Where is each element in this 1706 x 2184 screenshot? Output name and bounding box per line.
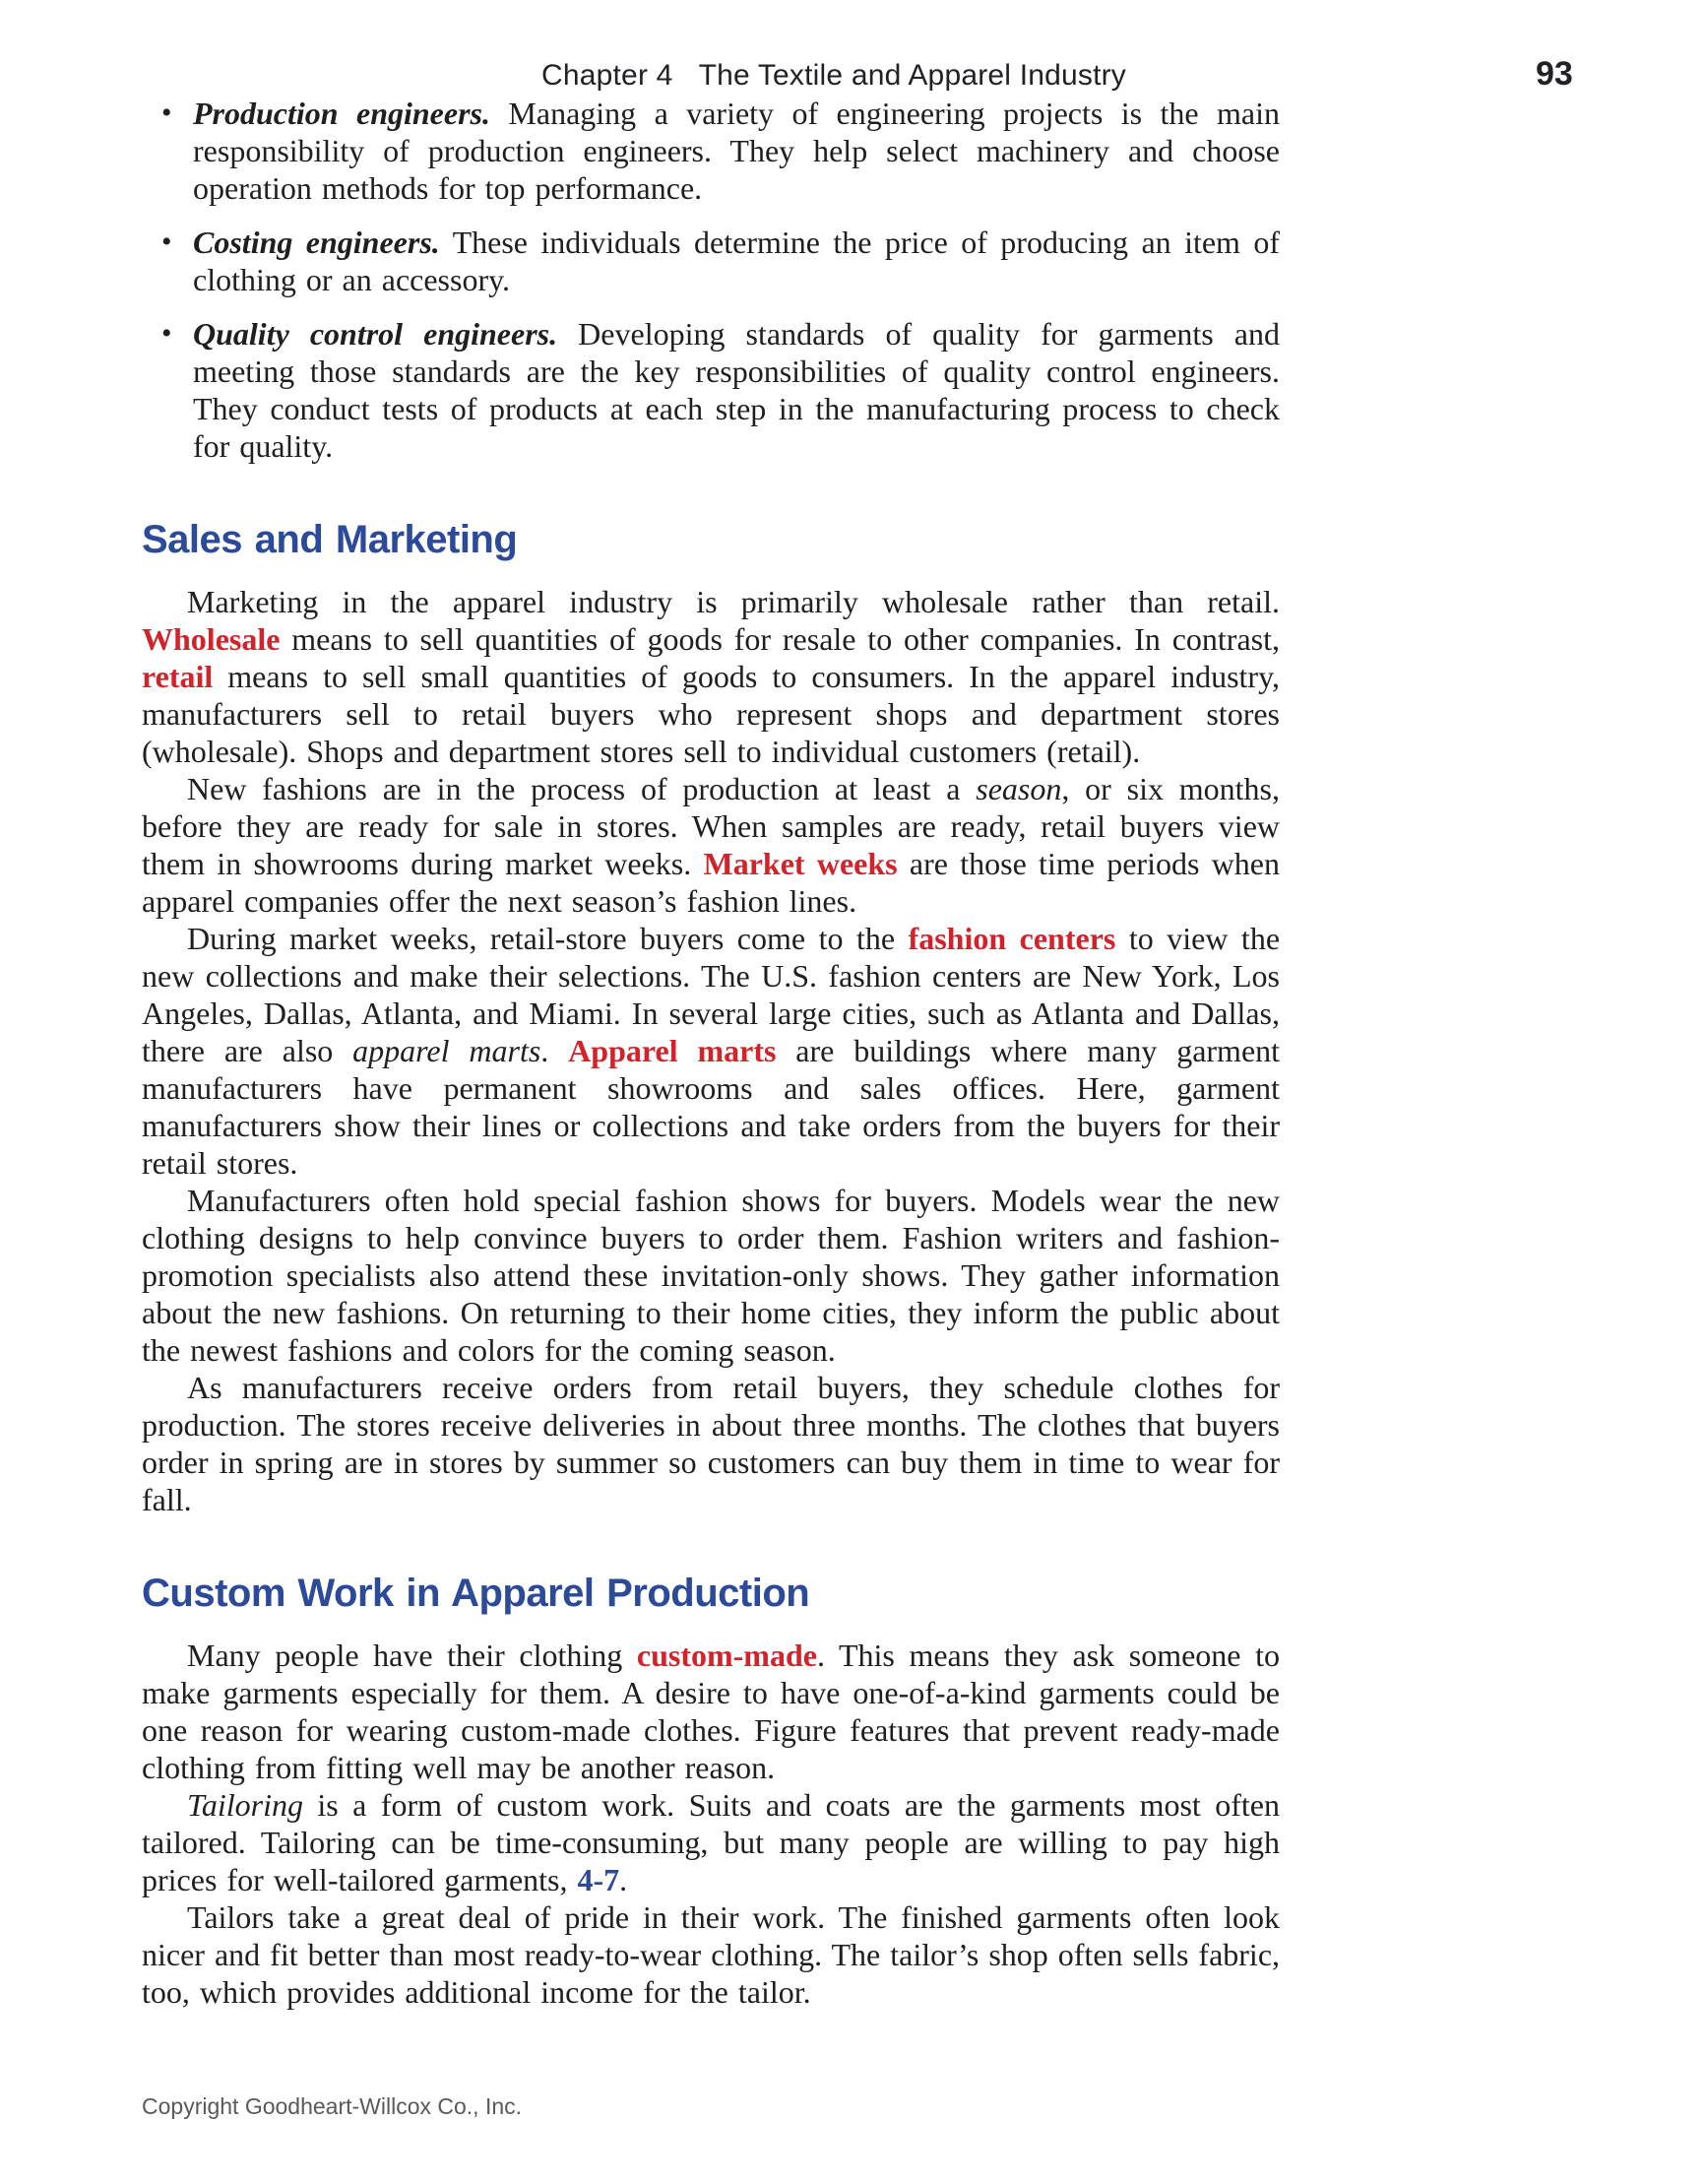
paragraph bbox=[142, 770, 1280, 920]
copyright-notice: Copyright Goodheart-Willcox Co., Inc. bbox=[142, 2093, 523, 2119]
key-term: Market weeks bbox=[703, 846, 898, 881]
running-head-title bbox=[541, 59, 1126, 93]
list-item-text bbox=[193, 95, 1280, 207]
list-item-text bbox=[193, 224, 1280, 298]
bullet-icon: • bbox=[161, 96, 172, 129]
body-text: are buildings where many garment manufacturers have permanent showrooms and sales offices. Here, garment manufacturers show their lines or collections and take orders from the buyers for their retail stores. bbox=[142, 1033, 1281, 1181]
paragraph bbox=[142, 1786, 1280, 1898]
body-text: , or six months, before they are ready for sale in stores. When samples are ready, retail buyers view them in showrooms during market weeks. bbox=[142, 771, 1281, 881]
body-text: New fashions are in the process of production at least a bbox=[187, 771, 977, 806]
key-term: fashion centers bbox=[908, 921, 1116, 956]
key-term: Apparel marts bbox=[568, 1033, 777, 1068]
body-text: means to sell quantities of goods for resale to other companies. In contrast, bbox=[280, 621, 1280, 657]
paragraph bbox=[142, 1182, 1280, 1369]
page-number: 93 bbox=[1536, 55, 1573, 93]
section-heading: Custom Work in Apparel Production bbox=[142, 1572, 810, 1615]
body-text: Many people have their clothing bbox=[187, 1638, 637, 1673]
body-text: Managing a variety of engineering projects is the main responsibility of production engineers. They help select machinery and choose operation methods for top performance. bbox=[193, 96, 1281, 206]
body-text: is a form of custom work. Suits and coats are the garments most often tailored. Tailoring can be time-consuming, but many people are willing to pay high prices for well-tailored garments, bbox=[142, 1787, 1280, 1897]
paragraph bbox=[142, 1369, 1280, 1518]
list-item bbox=[142, 95, 1280, 207]
paragraph bbox=[142, 920, 1280, 1182]
chapter-number-label: Chapter 4 bbox=[541, 59, 673, 92]
body-text: means to sell small quantities of goods to consumers. In the apparel industry, manufacturers sell to retail buyers who represent shops and department stores (wholesale). Shops and department stores sell to individual customers (retail). bbox=[142, 659, 1280, 769]
section-heading: Sales and Marketing bbox=[142, 518, 518, 561]
term-lead: Costing engineers. bbox=[193, 225, 440, 260]
body-text: . bbox=[619, 1862, 628, 1897]
chapter-title-label: The Textile and Apparel Industry bbox=[698, 59, 1127, 92]
italic-term: Tailoring bbox=[187, 1787, 303, 1823]
list-item bbox=[142, 315, 1280, 465]
italic-term: apparel marts bbox=[352, 1033, 541, 1068]
content-column bbox=[142, 95, 1280, 2011]
body-text: . bbox=[540, 1033, 569, 1068]
paragraph bbox=[142, 1898, 1280, 2011]
key-term: custom-made bbox=[636, 1638, 817, 1673]
body-text: Manufacturers often hold special fashion shows for buyers. Models wear the new clothing designs to help convince buyers to order them. Fashion writers and fashion-promotion specialists also attend these invitation-only shows. They gather information about the new fashions. On returning to their home cities, they inform the public about the newest fashions and colors for the coming season. bbox=[142, 1183, 1280, 1368]
body-text: Developing standards of quality for garments and meeting those standards are the key responsibilities of quality control engineers. They conduct tests of products at each step in the manufacturing process to check for quality. bbox=[193, 316, 1281, 464]
body-text: to view the new collections and make their selections. The U.S. fashion centers are New York, Los Angeles, Dallas, Atlanta, and Miami. In several large cities, such as Atlanta and Dallas, there are also bbox=[142, 921, 1281, 1068]
key-term: retail bbox=[142, 659, 214, 694]
term-lead: Production engineers. bbox=[193, 96, 490, 131]
body-text: During market weeks, retail-store buyers come to the bbox=[187, 921, 909, 956]
key-term: Wholesale bbox=[142, 621, 281, 657]
body-text: These individuals determine the price of producing an item of clothing or an accessory. bbox=[193, 225, 1281, 297]
figure-reference: 4-7 bbox=[577, 1862, 620, 1897]
page-header bbox=[0, 55, 1706, 98]
list-item bbox=[142, 224, 1280, 298]
paragraph bbox=[142, 1637, 1280, 1786]
body-text: Tailors take a great deal of pride in their work. The finished garments often look nicer and fit better than most ready-to-wear clothing. The tailor’s shop often sells fabric, too, which provides additional income for the tailor. bbox=[142, 1899, 1281, 2010]
body-text: As manufacturers receive orders from retail buyers, they schedule clothes for production. The stores receive deliveries in about three months. The clothes that buyers order in spring are in stores by summer so customers can buy them in time to wear for fall. bbox=[142, 1370, 1280, 1517]
body-text: are those time periods when apparel companies offer the next season’s fashion lines. bbox=[142, 846, 1280, 919]
bullet-icon: • bbox=[161, 317, 172, 350]
body-text: . This means they ask someone to make garments especially for them. A desire to have one-of-a-kind garments could be one reason for wearing custom-made clothes. Figure features that prevent ready-made clothing from fitting well may be another reason. bbox=[142, 1638, 1281, 1785]
list-item-text bbox=[193, 315, 1280, 465]
term-lead: Quality control engineers. bbox=[193, 316, 558, 352]
italic-term: season bbox=[976, 771, 1062, 806]
paragraph bbox=[142, 583, 1280, 770]
bullet-icon: • bbox=[161, 225, 172, 258]
body-text: Marketing in the apparel industry is primarily wholesale rather than retail. bbox=[187, 584, 1280, 619]
